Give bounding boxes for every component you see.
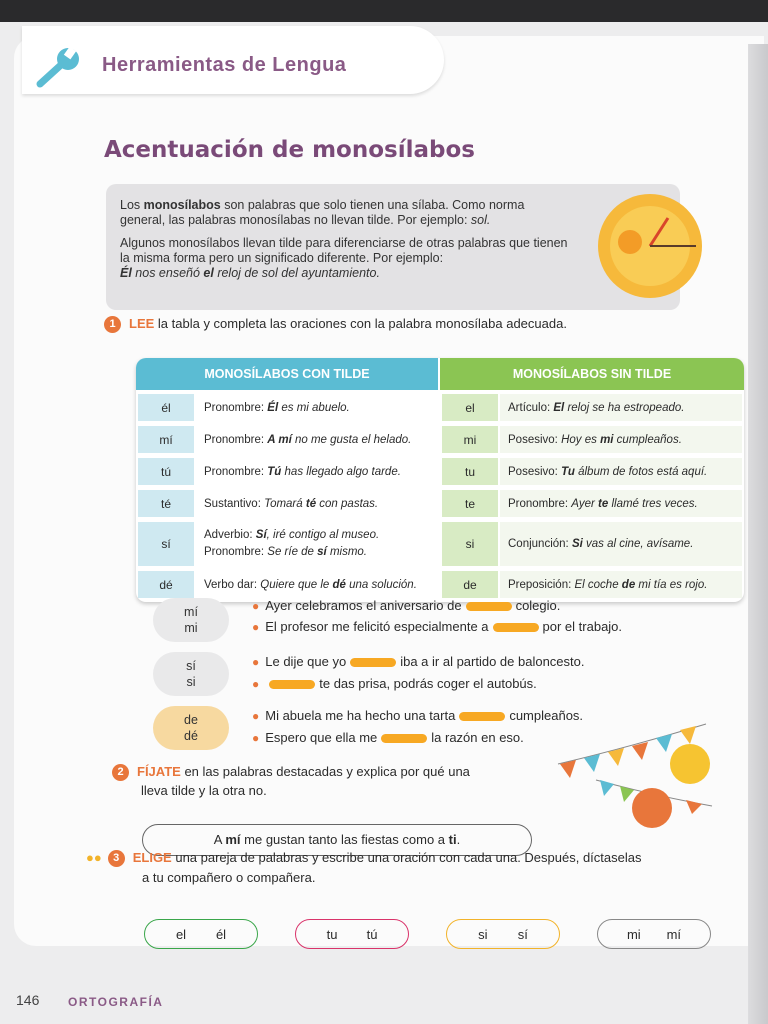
fill-sentence: ● Mi abuela me ha hecho una tarta cumpleaños.	[252, 708, 584, 723]
blank-field[interactable]	[269, 680, 315, 689]
tab-title: Herramientas de Lengua	[102, 54, 347, 76]
table-row: dé Verbo dar: Quiere que le dé una solución. de Preposición: El coche de mi tía es rojo.	[136, 569, 744, 600]
word-pair-pill: de dé	[153, 706, 229, 750]
exercise-number: 3	[108, 850, 125, 867]
table-row: mí Pronombre: A mí no me gusta el helado. mi Posesivo: Hoy es mi cumpleaños.	[136, 424, 744, 455]
fill-sentence: ● Le dije que yo iba a ir al partido de baloncesto.	[252, 654, 585, 669]
page-title: Acentuación de monosílabos	[104, 137, 475, 163]
table-row: tú Pronombre: Tú has llegado algo tarde. tu Posesivo: Tu álbum de fotos está aquí.	[136, 456, 744, 487]
monosyllable-table	[136, 358, 744, 602]
intro-box	[106, 184, 680, 310]
wrench-icon	[32, 46, 88, 88]
fill-sentence: ● El profesor me felicitó especialmente a por el trabajo.	[252, 619, 623, 634]
intro-paragraph-2: Algunos monosílabos llevan tilde para diferenciarse de otras palabras que tienen la misma forma pero un significado diferente. Por ejemplo: Él nos enseñó el reloj de sol del ayuntamiento.	[120, 236, 568, 280]
exercise-2-prompt: 2 FÍJATE en las palabras destacadas y explica por qué una lleva tilde y la otra no.	[112, 762, 470, 800]
book-spine	[748, 44, 768, 1024]
section-label: ORTOGRAFÍA	[68, 995, 164, 1009]
page-number: 146	[16, 992, 40, 1008]
exercise-3-prompt: ●● 3 ELIGE una pareja de palabras y escribe una oración con cada una. Después, díctaselas a tu compañero o compañera.	[86, 850, 642, 885]
table-row: té Sustantivo: Tomará té con pastas. te Pronombre: Ayer te llamé tres veces.	[136, 488, 744, 519]
blank-field[interactable]	[466, 602, 512, 611]
word-pair-pill: mí mi	[153, 598, 229, 642]
choice-pill-tu[interactable]: tu tú	[295, 919, 409, 949]
blank-field[interactable]	[459, 712, 505, 721]
pair-work-icon: ●●	[86, 850, 102, 865]
blank-field[interactable]	[381, 734, 427, 743]
choice-pill-mi[interactable]: mi mí	[597, 919, 711, 949]
table-row: él Pronombre: Él es mi abuelo. el Artículo: El reloj se ha estropeado.	[136, 392, 744, 423]
book-page	[0, 22, 768, 1024]
blank-field[interactable]	[350, 658, 396, 667]
section-tab	[22, 26, 444, 94]
fill-sentence: ● te das prisa, podrás coger el autobús.	[252, 676, 537, 691]
party-decoration	[556, 718, 716, 838]
choice-pill-el[interactable]: el él	[144, 919, 258, 949]
table-row: sí Adverbio: Sí, iré contigo al museo. Pronombre: Se ríe de sí mismo. si Conjunción: Si vas al cine, avísame.	[136, 520, 744, 568]
word-pair-pill: sí si	[153, 652, 229, 696]
exercise-1-prompt: 1 LEE la tabla y completa las oraciones con la palabra monosílaba adecuada.	[104, 316, 567, 333]
exercise-number: 2	[112, 764, 129, 781]
example-sentence: A mí me gustan tanto las fiestas como a ti.	[142, 824, 532, 856]
choice-pill-si[interactable]: si sí	[446, 919, 560, 949]
blank-field[interactable]	[493, 623, 539, 632]
intro-paragraph-1: Los monosílabos son palabras que solo tienen una sílaba. Como norma general, las palabras monosílabas no llevan tilde. Por ejemplo: sol.	[120, 198, 525, 227]
sundial-illustration	[596, 192, 704, 300]
table-header-with-accent: MONOSÍLABOS CON TILDE	[136, 358, 438, 390]
fill-sentence: ● Ayer celebramos el aniversario de colegio.	[252, 598, 561, 613]
fill-sentence: ● Espero que ella me la razón en eso.	[252, 730, 524, 745]
exercise-number: 1	[104, 316, 121, 333]
table-header-without-accent: MONOSÍLABOS SIN TILDE	[440, 358, 744, 390]
